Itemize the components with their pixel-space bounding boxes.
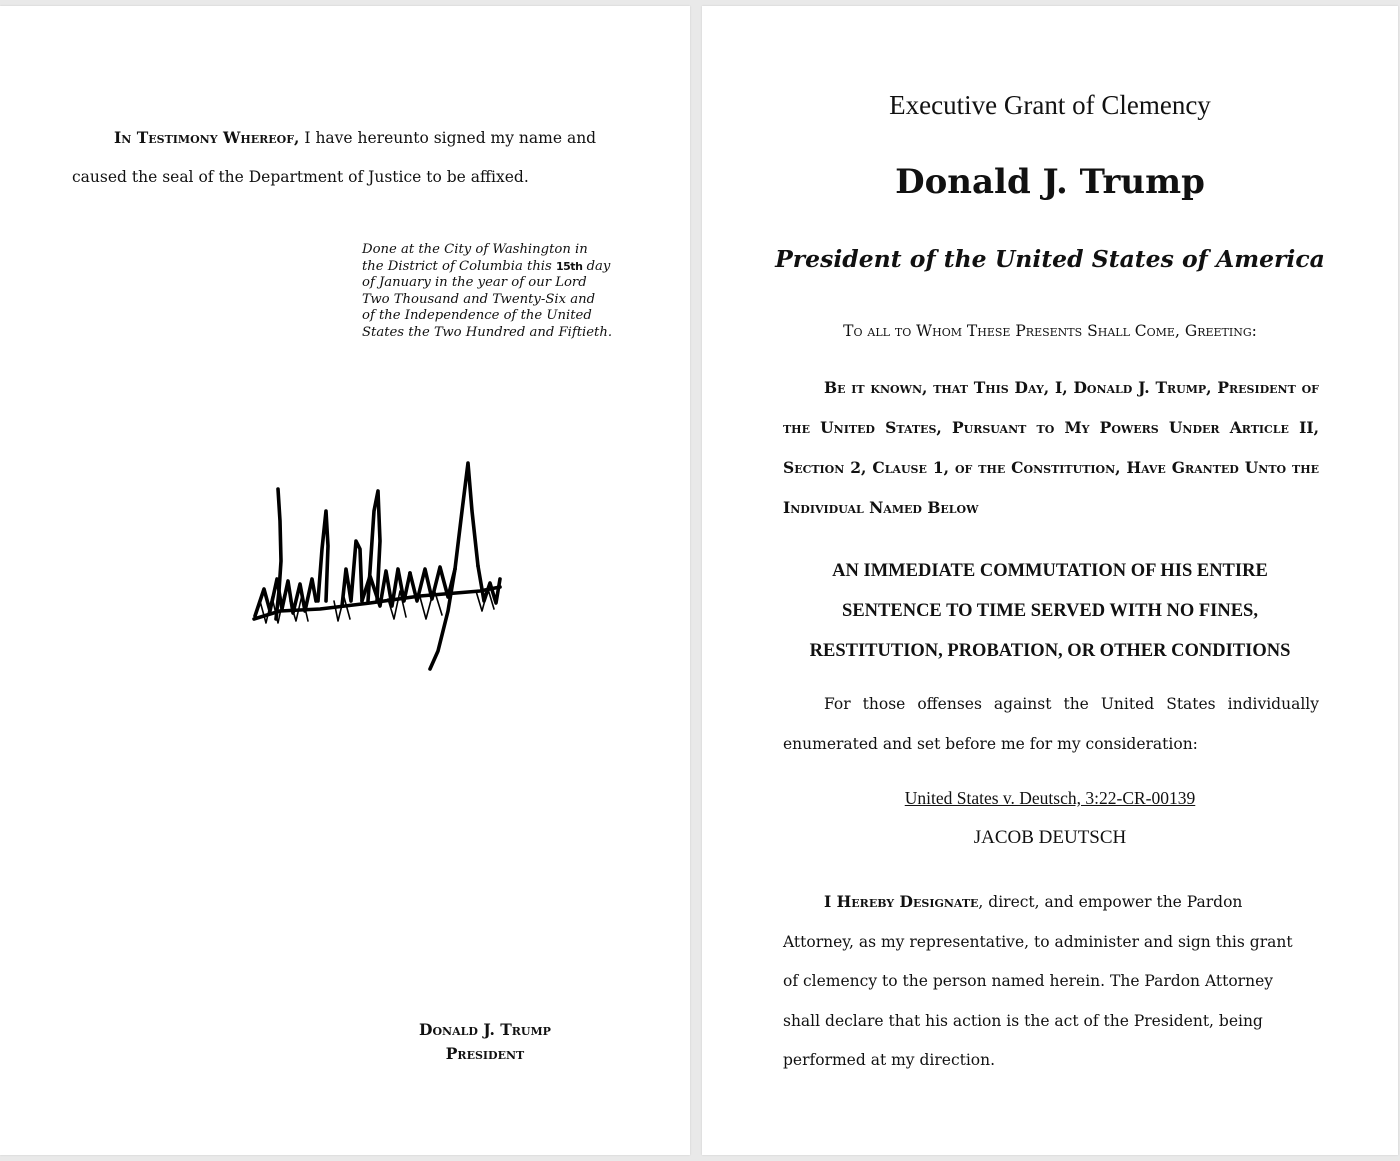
signature-image: [250, 451, 505, 676]
signatory-name: Donald J. Trump: [419, 1020, 551, 1039]
grant-statement: [742, 551, 1358, 671]
be-it-known-text: Be it known, that This Day, I, Donald J. Trump, President of the United States, Pursuant to My Powers Under Article II, Section 2, Clause 1, of the Constitution, Have Granted Unto the Individual Named Below: [783, 378, 1319, 517]
document-title: Executive Grant of Clemency: [889, 90, 1211, 120]
greeting-line: To all to Whom These Presents Shall Come, Greeting:: [843, 322, 1257, 340]
done-text-part1: Done at the City of Washington in the District of Columbia this: [362, 242, 588, 274]
grant-line-1: AN IMMEDIATE COMMUTATION OF HIS ENTIRE: [832, 561, 1268, 581]
left-page: [0, 6, 690, 1155]
grant-line-3: RESTITUTION, PROBATION, OR OTHER CONDITIONS: [809, 641, 1291, 661]
designate-lead: I Hereby Designate: [824, 892, 979, 911]
signature-block: [360, 1018, 610, 1066]
done-at-clause: [362, 242, 612, 342]
testimony-lead: In Testimony Whereof,: [114, 128, 300, 147]
case-citation: United States v. Deutsch, 3:22-CR-00139: [904, 788, 1196, 808]
recipient-name: JACOB DEUTSCH: [973, 827, 1127, 848]
testimony-paragraph: [72, 118, 612, 197]
be-it-known-paragraph: [783, 368, 1319, 528]
designation-paragraph: [783, 882, 1303, 1081]
right-page: [702, 6, 1398, 1155]
signatory-title: President: [445, 1044, 525, 1063]
testimony-text-line2: caused the seal of the Department of Justice to be affixed.: [72, 168, 529, 186]
office-heading: President of the United States of America: [775, 245, 1325, 273]
done-day-handwritten: 15th: [556, 259, 583, 273]
president-name-heading: Donald J. Trump: [895, 162, 1205, 202]
testimony-text-line1: I have hereunto signed my name and: [299, 129, 597, 147]
offenses-paragraph: [783, 684, 1319, 764]
designate-text: , direct, and empower the Pardon Attorney, as my representative, to administer and sign this grant of clemency to the person named herein. The Pardon Attorney shall declare that his action is the act of the President, being performed at my direction.: [783, 893, 1293, 1069]
grant-line-2: SENTENCE TO TIME SERVED WITH NO FINES,: [842, 601, 1258, 621]
offenses-text: For those offenses against the United States individually enumerated and set before me for my consideration:: [783, 695, 1319, 753]
done-text-part2: day of January in the year of our Lord Two Thousand and Twenty-Six and of the Independence of the United States the Two Hundred and Fiftieth.: [362, 258, 613, 340]
